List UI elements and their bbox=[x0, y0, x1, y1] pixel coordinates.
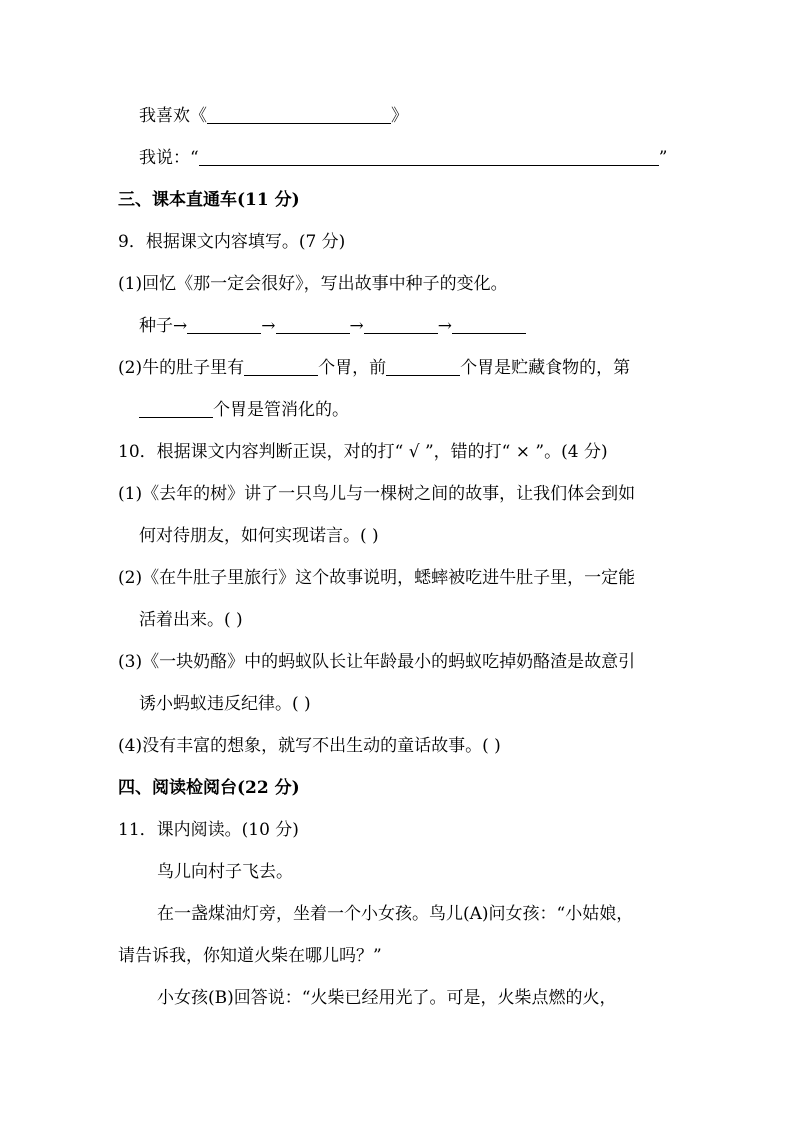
seed-label: 种子 bbox=[139, 316, 173, 336]
question-9-2-line-2 bbox=[139, 398, 349, 422]
storage-stomach-blank[interactable] bbox=[386, 357, 460, 376]
seed-blank-2[interactable] bbox=[276, 315, 350, 334]
seed-blank-1[interactable] bbox=[187, 315, 261, 334]
question-10-2-line-2: 活着出来。( ) bbox=[139, 610, 243, 630]
arrow: → bbox=[261, 316, 276, 336]
question-10-1-line-2: 何对待朋友，如何实现诺言。( ) bbox=[139, 526, 379, 546]
passage-paragraph-2-line-2: 请告诉我，你知道火柴在哪儿吗？” bbox=[118, 946, 382, 966]
say-prefix: 我说：“ bbox=[139, 148, 199, 168]
favorite-story-blank[interactable] bbox=[207, 105, 391, 124]
like-prefix: 我喜欢《 bbox=[139, 106, 207, 126]
q9-2-text-a: (2)牛的肚子里有 bbox=[118, 358, 245, 378]
question-10: 10．根据课文内容判断正误，对的打“ √ ”，错的打“ × ”。(4 分) bbox=[118, 442, 608, 462]
q9-2-text-c: 个胃是贮藏食物的，第 bbox=[460, 358, 631, 378]
my-comment-blank[interactable] bbox=[199, 147, 659, 166]
q9-2-text-b: 个胃，前 bbox=[318, 358, 387, 378]
seed-blank-3[interactable] bbox=[364, 315, 438, 334]
say-suffix: ” bbox=[658, 148, 668, 168]
seed-change-line bbox=[139, 314, 526, 338]
question-11: 11．课内阅读。(10 分) bbox=[118, 820, 299, 840]
section-3-heading: 三、课本直通车(11 分) bbox=[118, 190, 300, 210]
question-9: 9．根据课文内容填写。(7 分) bbox=[118, 232, 346, 252]
like-suffix: 》 bbox=[391, 106, 408, 126]
arrow: → bbox=[437, 316, 452, 336]
passage-paragraph-1: 鸟儿向村子飞去。 bbox=[157, 862, 293, 882]
question-9-2-line-1 bbox=[118, 356, 630, 380]
passage-paragraph-2-line-1: 在一盏煤油灯旁，坐着一个小女孩。鸟儿(A)问女孩：“小姑娘， bbox=[157, 904, 634, 924]
q9-2-text-d: 个胃是管消化的。 bbox=[213, 400, 349, 420]
question-10-3-line-1: (3)《一块奶酪》中的蚂蚁队长让年龄最小的蚂蚁吃掉奶酪渣是故意引 bbox=[118, 652, 636, 672]
question-10-1-line-1: (1)《去年的树》讲了一只鸟儿与一棵树之间的故事，让我们体会到如 bbox=[118, 484, 636, 504]
question-10-2-line-1: (2)《在牛肚子里旅行》这个故事说明，蟋蟀被吃进牛肚子里，一定能 bbox=[118, 568, 636, 588]
arrow: → bbox=[173, 316, 188, 336]
question-10-3-line-2: 诱小蚂蚁违反纪律。( ) bbox=[139, 694, 311, 714]
digest-stomach-blank[interactable] bbox=[139, 399, 213, 418]
passage-paragraph-3: 小女孩(B)回答说：“火柴已经用光了。可是，火柴点燃的火， bbox=[157, 988, 617, 1008]
stomach-count-blank[interactable] bbox=[244, 357, 318, 376]
question-10-4: (4)没有丰富的想象，就写不出生动的童话故事。( ) bbox=[118, 736, 501, 756]
question-9-1: (1)回忆《那一定会很好》，写出故事中种子的变化。 bbox=[118, 274, 508, 294]
section-4-heading: 四、阅读检阅台(22 分) bbox=[118, 778, 300, 798]
my-comment-line bbox=[139, 146, 667, 170]
arrow: → bbox=[349, 316, 364, 336]
seed-blank-4[interactable] bbox=[452, 315, 526, 334]
favorite-story-line bbox=[139, 104, 408, 128]
